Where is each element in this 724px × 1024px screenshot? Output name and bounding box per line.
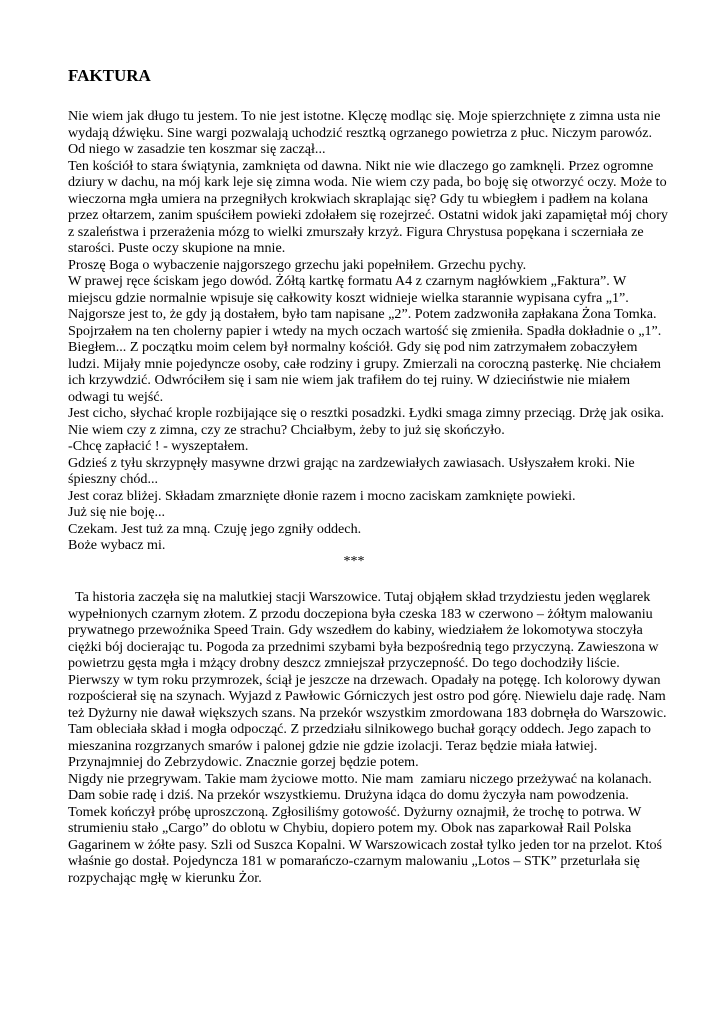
paragraph: Gdzieś z tyłu skrzypnęły masywne drzwi grając na zardzewiałych zawiasach. Usłyszałem kroki. Nie śpieszny chód...	[68, 454, 635, 487]
paragraph: Ten kościół to stara świątynia, zamknięta od dawna. Nikt nie wie dlaczego go zamknęli. Przez ogromne dziury w dachu, na mój kark leje się zimna woda. Nie wiem czy pada, bo boję się otworzyć oczy. Może to wieczorna mgła umiera na przegniłych krokwiach skraplając się? Gdy tu wbiegłem i padłem na kolana przez ołtarzem, zanim spuściłem powieki zdołałem się rozejrzeć. Ostatni widok jaki zapamiętał mój chory z szaleństwa i przerażenia mózg to wielki zmurszały krzyż. Figura Chrystusa popękana i sczerniała ze starości. Puste oczy skupione na mnie.	[68, 157, 668, 256]
paragraph: -Chcę zapłacić ! - wyszeptałem.	[68, 438, 249, 454]
paragraph: Biegłem... Z początku moim celem był normalny kościół. Gdy się pod nim zatrzymałem zobaczyłem ludzi. Mijały mnie pojedyncze osoby, całe rodziny i grupy. Zmierzali na coroczną pasterkę. Nie chciałem ich krzywdzić. Odwróciłem się i sam nie wiem jak trafiłem do tej ruiny. W dzieciństwie nie miałem odwagi tu wejść.	[68, 339, 662, 405]
document-title: FAKTURA	[68, 66, 151, 85]
story-part-one	[68, 108, 668, 554]
section-gap	[68, 570, 668, 589]
paragraph: Ta historia zaczęła się na malutkiej stacji Warszowice. Tutaj objąłem skład trzydziestu jeden węglarek wypełnionych czarnym złotem. Z przodu doczepiona była czeska 183 w czerwono – żółtym malowaniu prywatnego przewoźnika Speed Train. Gdy wszedłem do kabiny, wiedziałem że lokomotywa stoczyła ciężki bój docierając tu. Pogoda za przednimi szybami była bezpośrednią tego przyczyną. Zawieszona w powietrzu gęsta mgła i mżący drobny deszcz zmniejszał przyczepność. Do tego dochodziły liście. Pierwszy w tym roku przymrozek, ściął je jeszcze na drzewach. Opadały na potęgę. Ich kolorowy dywan rozpościerał się na szynach. Wyjazd z Pawłowic Górniczych jest ostro pod górę. Niewielu daje radę. Nam też Dyżurny nie dawał większych szans. Na przekór wszystkim zmordowana 183 dobrnęła do Warszowic. Tam obleciała skład i mogła odpocząć. Z przedziału silnikowego buchał gorący oddech. Jego zapach to mieszanina rozgrzanych smarów i palonej gdzie nie gdzie izolacji. Teraz będzie miała łatwiej. Przynajmniej do Zebrzydowic. Znacznie gorzej będzie potem.	[68, 589, 670, 770]
paragraph: Proszę Boga o wybaczenie najgorszego grzechu jaki popełniłem. Grzechu pychy.	[68, 256, 527, 273]
paragraph: Jest coraz bliżej. Składam zmarznięte dłonie razem i mocno zaciskam zamknięte powieki.	[68, 487, 576, 504]
paragraph: Nie wiem jak długo tu jestem. To nie jest istotne. Klęczę modląc się. Moje spierzchnięte z zimna usta nie wydają dźwięku. Sine wargi pozwalają uchodzić resztką ogrzanego powietrza z płuc. Niczym parowóz.	[68, 108, 661, 141]
paragraph: W prawej ręce ściskam jego dowód. Żółtą kartkę formatu A4 z czarnym nagłówkiem „Faktura”. W miejscu gdzie normalnie wpisuje się całkowity koszt widnieje wielka starannie wypisana cyfra „1”. Najgorsze jest to, że gdy ją dostałem, było tam napisane „2”. Potem zadzwoniła zapłakana Żona Tomka. Spojrzałem na ten cholerny papier i wtedy na mych oczach wartość się zmieniła. Spadła dokładnie o „1”.	[68, 273, 662, 339]
paragraph: Nigdy nie przegrywam. Takie mam życiowe motto. Nie mam zamiaru niczego przeżywać na kolanach. Dam sobie radę i dziś. Na przekór wszystkiemu. Drużyna idąca do domu życzyła nam powodzenia. Tomek kończył próbę uproszczoną. Zgłosiliśmy gotowość. Dyżurny oznajmił, że trochę to potrwa. W strumieniu stało „Cargo” do oblotu w Chybiu, dopiero potem my. Obok nas zaparkował Rail Polska Gagarinem w żółte pasy. Szli od Suszca Kopalni. W Warszowicach został tylko jeden tor na przelot. Ktoś właśnie go dostał. Pojedyncza 181 w pomarańczo-czarnym malowaniu „Lotos – STK” przeturlała się rozpychając mgłę w kierunku Żor.	[68, 770, 666, 886]
story-part-two	[68, 589, 668, 886]
paragraph: Czekam. Jest tuż za mną. Czuję jego zgniły oddech.	[68, 520, 362, 537]
paragraph: Boże wybacz mi.	[68, 537, 166, 553]
section-separator: ***	[343, 553, 365, 569]
paragraph: Już się nie boję...	[68, 504, 166, 520]
paragraph: Od niego w zasadzie ten koszmar się zaczął...	[68, 141, 326, 157]
document-page	[68, 66, 668, 886]
paragraph: Jest cicho, słychać krople rozbijające się o resztki posadzki. Łydki smaga zimny przeciąg. Drżę jak osika. Nie wiem czy z zimna, czy ze strachu? Chciałbym, żeby to już się skończyło.	[68, 405, 665, 438]
